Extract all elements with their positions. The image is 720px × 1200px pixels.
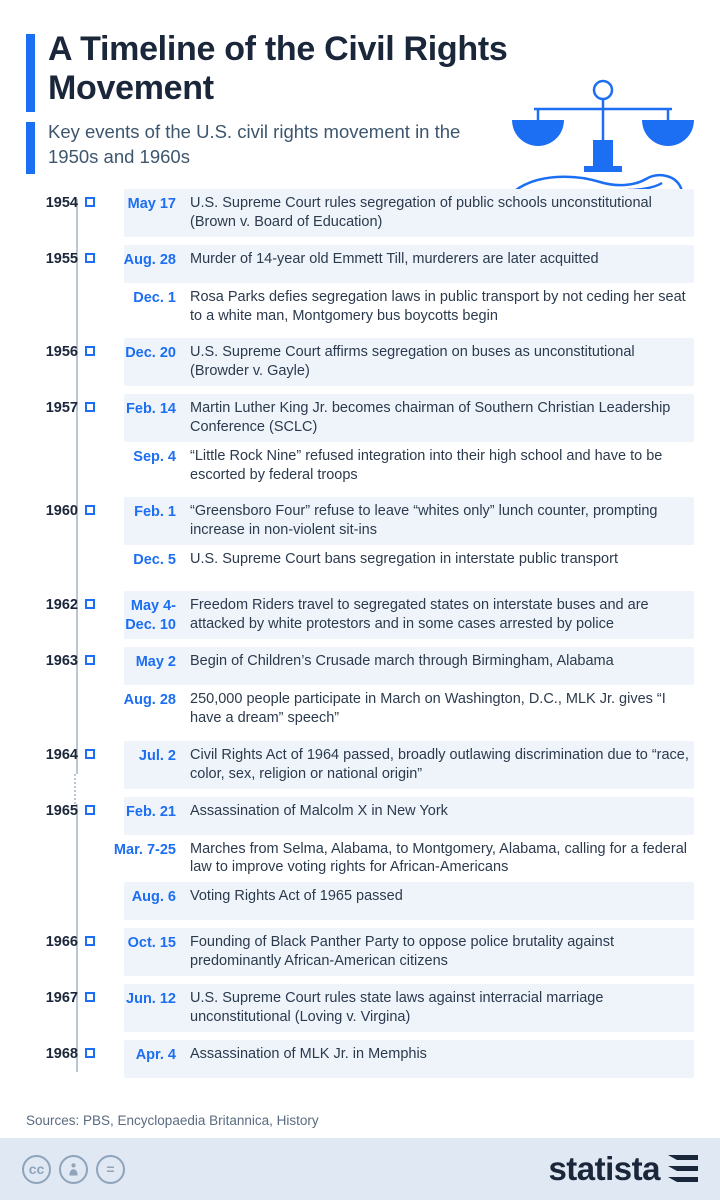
subtitle-accent-bar (26, 122, 35, 174)
timeline-year-label (26, 887, 78, 888)
timeline-year-label: 1956 (45, 344, 78, 361)
timeline-year-label: 1964 (45, 746, 78, 763)
timeline-year-label: 1967 (45, 989, 78, 1006)
timeline-marker-placeholder (78, 840, 102, 843)
group-spacer (26, 1032, 694, 1040)
timeline-event-description: Assassination of Malcolm X in New York (190, 802, 448, 819)
group-spacer (26, 489, 694, 497)
timeline-year-label: 1955 (45, 250, 78, 267)
timeline-event-description: Freedom Riders travel to segregated states on interstate buses and are attacked by white protestors and in some cases arrested by police (190, 597, 649, 632)
timeline-marker-placeholder (78, 690, 102, 693)
timeline (0, 189, 720, 1078)
timeline-event-row (26, 591, 694, 639)
group-spacer (26, 789, 694, 797)
timeline-year-label (26, 840, 78, 841)
timeline-year-group (26, 245, 694, 331)
timeline-event-row (26, 245, 694, 283)
timeline-year-group (26, 928, 694, 976)
timeline-year-label: 1954 (45, 195, 78, 211)
sources-note: Sources: PBS, Encyclopaedia Britannica, History (26, 1113, 319, 1128)
timeline-event-row (26, 283, 694, 331)
statista-logo (548, 1150, 698, 1188)
timeline-event-row (26, 797, 694, 835)
timeline-date-label: Dec. 20 (125, 345, 176, 362)
timeline-year-group (26, 394, 694, 489)
timeline-marker-placeholder (78, 550, 102, 553)
timeline-date-label: Jul. 2 (138, 747, 176, 764)
timeline-date-label: Dec. 1 (133, 289, 176, 306)
timeline-date-label: Feb. 14 (126, 401, 176, 418)
timeline-marker-icon (78, 502, 102, 515)
timeline-event-row (26, 442, 694, 490)
group-spacer (26, 920, 694, 928)
timeline-event-row (26, 545, 694, 583)
timeline-date-label: May 17 (127, 196, 176, 212)
timeline-date-label: Aug. 6 (131, 889, 176, 906)
timeline-event-row (26, 984, 694, 1032)
brand-mark-icon (668, 1155, 698, 1183)
timeline-event-description: Rosa Parks defies segregation laws in public transport by not ceding her seat to a white man, Montgomery bus boycotts begin (190, 288, 686, 324)
timeline-year-group (26, 797, 694, 921)
group-spacer (26, 386, 694, 394)
timeline-event-description: “Greensboro Four” refuse to leave “whites only” lunch counter, prompting increase in non-violent sit-ins (190, 503, 658, 539)
timeline-event-description: Begin of Children’s Crusade march through Birmingham, Alabama (190, 653, 614, 670)
timeline-event-row (26, 189, 694, 237)
timeline-year-label: 1966 (45, 934, 78, 951)
timeline-year-label (26, 550, 78, 551)
timeline-event-description: U.S. Supreme Court bans segregation in interstate public transport (190, 551, 618, 568)
timeline-year-label: 1962 (45, 597, 78, 614)
timeline-event-description: 250,000 people participate in March on Washington, D.C., MLK Jr. gives “I have a dream” speech” (190, 691, 666, 727)
timeline-event-description: Civil Rights Act of 1964 passed, broadly outlawing discrimination due to “race, color, sex, religion or national origin” (190, 746, 689, 782)
timeline-marker-icon (78, 933, 102, 946)
timeline-event-description: Murder of 14-year old Emmett Till, murderers are later acquitted (190, 250, 599, 267)
timeline-event-row (26, 647, 694, 685)
timeline-event-description: Voting Rights Act of 1965 passed (190, 888, 403, 905)
timeline-event-row (26, 835, 694, 883)
timeline-rows (26, 189, 694, 1078)
timeline-marker-icon (78, 194, 102, 207)
timeline-date-label: Feb. 21 (126, 803, 176, 820)
timeline-marker-icon (78, 802, 102, 815)
timeline-event-description: U.S. Supreme Court rules segregation of public schools unconstitutional (Brown v. Board of Education) (190, 195, 652, 230)
timeline-marker-icon (78, 343, 102, 356)
page-subtitle: Key events of the U.S. civil rights movement in the 1950s and 1960s (48, 121, 461, 167)
timeline-year-group (26, 741, 694, 789)
cc-icon[interactable]: cc (22, 1155, 51, 1184)
title-accent-bar (26, 34, 35, 112)
timeline-marker-icon (78, 250, 102, 263)
timeline-date-label: Jun. 12 (126, 990, 176, 1007)
timeline-marker-icon (78, 1045, 102, 1058)
timeline-date-label: Mar. 7-25 (113, 841, 176, 858)
timeline-year-label: 1968 (45, 1045, 78, 1062)
timeline-event-description: U.S. Supreme Court rules state laws against interracial marriage unconstitutional (Loving v. Virgina) (190, 989, 604, 1025)
timeline-marker-icon (78, 596, 102, 609)
cc-nd-equals-icon[interactable]: = (96, 1155, 125, 1184)
timeline-date-label: Dec. 5 (133, 552, 176, 569)
timeline-marker-placeholder (78, 887, 102, 890)
timeline-event-row (26, 338, 694, 386)
group-spacer (26, 733, 694, 741)
timeline-date-label: Sep. 4 (133, 448, 176, 465)
timeline-year-group (26, 189, 694, 237)
timeline-event-row (26, 497, 694, 545)
cc-by-person-icon[interactable] (59, 1155, 88, 1184)
timeline-date-label: Aug. 28 (123, 251, 176, 268)
timeline-year-label: 1965 (45, 802, 78, 819)
timeline-event-description: “Little Rock Nine” refused integration into their high school and have to be escorted by federal troops (190, 447, 663, 483)
timeline-date-label: Feb. 1 (134, 504, 176, 521)
group-spacer (26, 639, 694, 647)
timeline-event-description: Marches from Selma, Alabama, to Montgomery, Alabama, calling for a federal law to improve voting rights for African-Americans (190, 840, 687, 876)
timeline-year-label (26, 447, 78, 448)
group-spacer (26, 583, 694, 591)
timeline-event-row (26, 741, 694, 789)
timeline-marker-icon (78, 652, 102, 665)
timeline-year-group (26, 984, 694, 1032)
timeline-marker-placeholder (78, 447, 102, 450)
timeline-date-label: May 4- Dec. 10 (125, 598, 176, 633)
group-spacer (26, 330, 694, 338)
timeline-date-label: Oct. 15 (127, 935, 176, 952)
group-spacer (26, 237, 694, 245)
timeline-year-label (26, 690, 78, 691)
timeline-year-label: 1960 (45, 503, 78, 520)
timeline-event-description: Martin Luther King Jr. becomes chairman of Southern Christian Leadership Conference (SCLC) (190, 400, 671, 435)
timeline-marker-icon (78, 399, 102, 412)
timeline-year-label: 1957 (45, 400, 78, 417)
timeline-year-group (26, 497, 694, 583)
creative-commons-icons (22, 1155, 125, 1184)
group-spacer (26, 976, 694, 984)
timeline-date-label: May 2 (135, 654, 176, 671)
header (0, 0, 720, 175)
timeline-year-group (26, 591, 694, 639)
timeline-event-description: Founding of Black Panther Party to oppose police brutality against predominantly African-American citizens (190, 934, 614, 970)
timeline-event-row (26, 928, 694, 976)
timeline-marker-icon (78, 746, 102, 759)
page-title: A Timeline of the Civil Rights Movement (48, 30, 508, 108)
timeline-year-group (26, 647, 694, 733)
timeline-marker-icon (78, 989, 102, 1002)
timeline-year-group (26, 338, 694, 386)
timeline-year-group (26, 1040, 694, 1078)
timeline-year-label: 1963 (45, 653, 78, 670)
timeline-event-row (26, 882, 694, 920)
timeline-event-row (26, 394, 694, 442)
timeline-year-label (26, 288, 78, 289)
timeline-event-description: U.S. Supreme Court affirms segregation on buses as unconstitutional (Browder v. Gayle) (190, 344, 635, 380)
footer-bar (0, 1138, 720, 1200)
timeline-marker-placeholder (78, 288, 102, 291)
timeline-date-label: Apr. 4 (135, 1046, 176, 1063)
timeline-event-row (26, 685, 694, 733)
timeline-event-row (26, 1040, 694, 1078)
timeline-date-label: Aug. 28 (123, 692, 176, 709)
timeline-event-description: Assassination of MLK Jr. in Memphis (190, 1045, 427, 1062)
brand-wordmark: statista (548, 1150, 660, 1187)
